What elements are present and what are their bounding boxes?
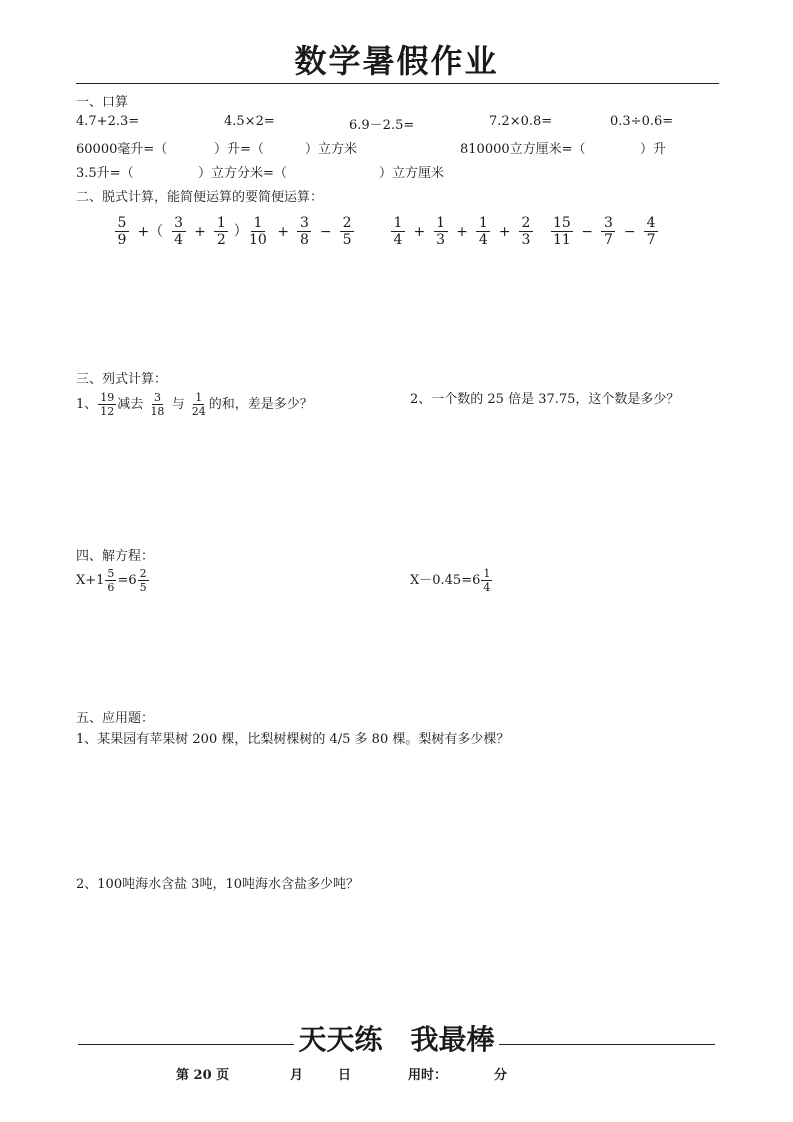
oral-item-2: 4.5×2= <box>224 114 275 129</box>
calc-expression-2: $\frac{1}{10}$ + $\frac{3}{8}$ − $\frac{2}{5}$ <box>246 216 355 247</box>
page-title: 数学暑假作业 <box>294 42 499 80</box>
footer-day: 日 <box>338 1068 352 1083</box>
fraction: $\frac{3}{18}$ <box>150 391 165 418</box>
footer-month: 月 <box>290 1068 304 1083</box>
unit-item-1c: ）立方米 <box>305 142 358 157</box>
section-word-calc-heading: 三、列式计算： <box>76 372 168 387</box>
word-calc-question-1: 1、 $\frac{19}{12}$ 减去 $\frac{3}{18}$ 与 $\frac{1}{24}$ 的和，差是多少？ <box>76 391 313 418</box>
fraction: $\frac{1}{4}$ <box>483 567 491 594</box>
unit-item-3c: ）立方厘米 <box>379 166 445 181</box>
footer-slogan: 天天练 我最棒 <box>0 1018 793 1058</box>
fraction: $\frac{1}{4}$ <box>391 216 405 247</box>
section-calc-heading: 二、脱式计算，能简便运算的要简便运算： <box>76 190 324 205</box>
fraction: $\frac{1}{10}$ <box>249 215 267 248</box>
unit-item-2b: ）升 <box>640 142 667 157</box>
fraction: $\frac{3}{7}$ <box>601 216 615 247</box>
fraction: $\frac{1}{3}$ <box>434 216 448 247</box>
footer-time-label: 用时： <box>408 1068 448 1083</box>
fraction: $\frac{1}{24}$ <box>191 391 206 418</box>
fraction: $\frac{4}{7}$ <box>644 216 658 247</box>
application-question-1: 1、某果园有苹果树 200 棵，比梨树棵树的 4/5 多 80 棵。梨树有多少棵？ <box>76 732 510 747</box>
oral-item-4: 7.2×0.8= <box>489 114 553 129</box>
footer-minute: 分 <box>494 1068 508 1083</box>
application-question-2: 2、100吨海水含盐 3吨，10吨海水含盐多少吨？ <box>76 877 360 892</box>
unit-item-2a: 810000立方厘米=（ <box>460 142 586 157</box>
unit-item-1a: 60000毫升=（ <box>76 142 168 157</box>
section-application-heading: 五、应用题： <box>76 711 155 726</box>
oral-item-3: 6.9－2.5= <box>349 118 415 133</box>
oral-item-1: 4.7+2.3= <box>76 114 140 129</box>
unit-item-3b: ）立方分米=（ <box>198 166 287 181</box>
fraction: $\frac{19}{12}$ <box>100 391 115 418</box>
fraction: $\frac{15}{11}$ <box>553 215 571 248</box>
fraction: $\frac{5}{9}$ <box>115 216 129 247</box>
oral-item-5: 0.3÷0.6= <box>610 114 674 129</box>
calc-expression-3: $\frac{1}{4}$ + $\frac{1}{3}$ + $\frac{1}{4}$ + $\frac{2}{3}$ <box>390 216 534 247</box>
calc-expression-4: $\frac{15}{11}$ − $\frac{3}{7}$ − $\frac{4}{7}$ <box>550 216 659 247</box>
section-oral-heading: 一、口算 <box>76 95 129 110</box>
equation-2: X－0.45=6 $\frac{1}{4}$ <box>410 567 491 594</box>
fraction: $\frac{2}{5}$ <box>340 216 354 247</box>
word-calc-question-2: 2、一个数的 25 倍是 37.75，这个数是多少？ <box>410 392 680 407</box>
calc-expression-1: $\frac{5}{9}$ +（ $\frac{3}{4}$ + $\frac{1}{2}$ ） <box>114 216 248 247</box>
fraction: $\frac{2}{3}$ <box>519 216 533 247</box>
unit-item-3a: 3.5升=（ <box>76 166 134 181</box>
fraction: $\frac{5}{6}$ <box>107 567 115 594</box>
equation-1: X+1 $\frac{5}{6}$ =6 $\frac{2}{5}$ <box>76 567 147 594</box>
footer-page-number: 第 20 页 <box>176 1068 230 1083</box>
fraction: $\frac{1}{2}$ <box>214 216 228 247</box>
unit-item-1b: ）升=（ <box>214 142 264 157</box>
fraction: $\frac{2}{5}$ <box>139 567 147 594</box>
fraction: $\frac{1}{4}$ <box>476 216 490 247</box>
fraction: $\frac{3}{8}$ <box>297 216 311 247</box>
title-underline <box>76 83 719 84</box>
section-equation-heading: 四、解方程： <box>76 549 155 564</box>
fraction: $\frac{3}{4}$ <box>172 216 186 247</box>
